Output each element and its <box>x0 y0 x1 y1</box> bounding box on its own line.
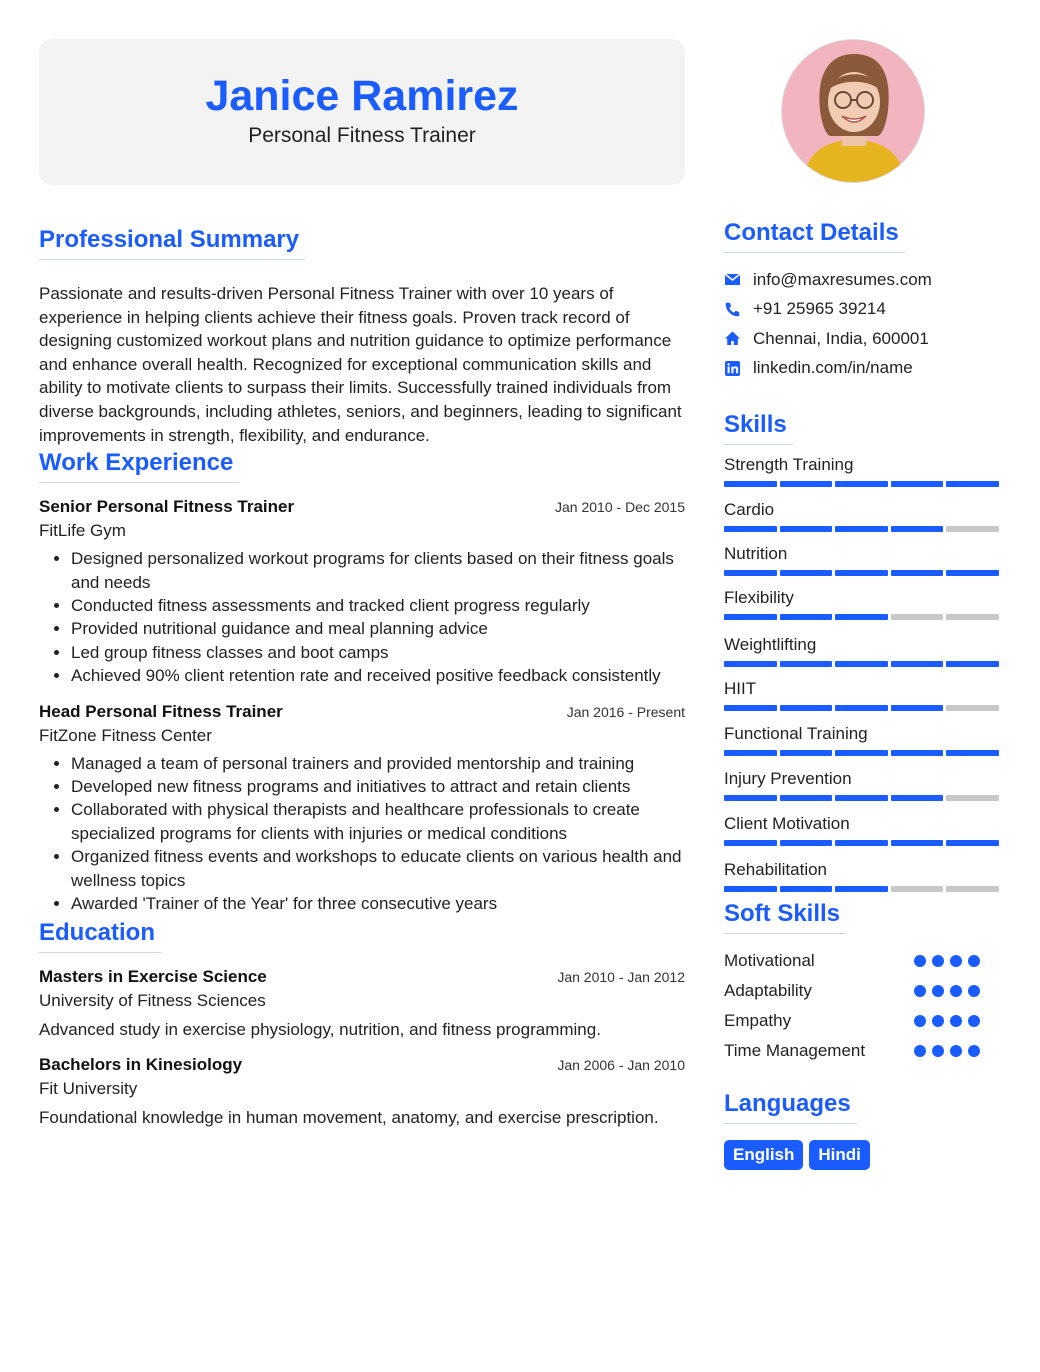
skill-level-bar <box>724 705 1002 711</box>
contact-item <box>724 295 1002 325</box>
soft-skill-dot <box>968 1045 980 1057</box>
soft-skill-dots <box>914 985 980 997</box>
skills-section <box>724 411 1002 892</box>
profile-photo <box>781 39 925 183</box>
skill-item <box>724 633 1002 667</box>
bullet-item: • Conducted fitness assessments and tracked client progress regularly <box>71 594 685 617</box>
sidebar-column <box>724 39 1002 1170</box>
skill-level-segment <box>835 886 888 892</box>
education-list <box>39 967 685 1130</box>
education-description: Advanced study in exercise physiology, nutrition, and fitness programming. <box>39 1020 601 1040</box>
skill-item <box>724 767 1002 801</box>
bullet-item: • Designed personalized workout programs for clients based on their fitness goals and needs <box>71 547 685 594</box>
skill-level-segment <box>835 570 888 576</box>
skill-level-segment <box>780 481 833 487</box>
job-bullets <box>39 547 685 687</box>
contact-item[interactable] <box>724 354 1002 384</box>
education-header <box>39 1055 685 1075</box>
education-header <box>39 967 685 987</box>
header <box>39 39 685 185</box>
job-company: FitLife Gym <box>39 521 126 541</box>
skill-level-segment <box>780 886 833 892</box>
bullet-item: • Developed new fitness programs and initiatives to attract and retain clients <box>71 775 685 798</box>
skill-item <box>724 722 1002 756</box>
skill-level-segment <box>724 840 777 846</box>
skill-level-segment <box>891 661 944 667</box>
skill-level-segment <box>780 705 833 711</box>
skills-heading: Skills <box>724 411 793 445</box>
soft-skill-item <box>724 946 1002 976</box>
soft-skill-item <box>724 976 1002 1006</box>
skill-level-segment <box>835 705 888 711</box>
education-description: Foundational knowledge in human movement, anatomy, and exercise prescription. <box>39 1108 659 1128</box>
skill-level-segment <box>946 840 999 846</box>
skill-level-segment <box>946 750 999 756</box>
skill-level-segment <box>891 481 944 487</box>
school-name: Fit University <box>39 1079 138 1099</box>
skill-level-segment <box>835 840 888 846</box>
job-entry <box>39 497 685 687</box>
skill-level-segment <box>891 526 944 532</box>
skill-level-segment <box>780 840 833 846</box>
home-icon <box>724 330 741 347</box>
job-entry <box>39 702 685 916</box>
soft-skill-dot <box>914 985 926 997</box>
contact-item <box>724 324 1002 354</box>
summary-section <box>39 226 685 447</box>
skill-name: Flexibility <box>724 588 794 607</box>
skill-name: HIIT <box>724 679 757 698</box>
soft-skill-dots <box>914 1045 980 1057</box>
skill-level-segment <box>724 526 777 532</box>
skill-level-segment <box>891 886 944 892</box>
job-date: Jan 2010 - Dec 2015 <box>555 499 685 516</box>
skill-name: Functional Training <box>724 724 868 743</box>
contact-section <box>724 219 1002 383</box>
skill-level-segment <box>724 750 777 756</box>
soft-skill-dot <box>932 985 944 997</box>
candidate-title: Personal Fitness Trainer <box>248 124 476 147</box>
job-bullets <box>39 752 685 916</box>
soft-skill-dot <box>914 1045 926 1057</box>
skill-name: Injury Prevention <box>724 769 852 788</box>
portrait-illustration <box>782 40 925 183</box>
skill-level-bar <box>724 750 1002 756</box>
skill-level-segment <box>946 705 999 711</box>
soft-skill-name: Motivational <box>724 951 815 970</box>
skill-level-bar <box>724 570 1002 576</box>
education-heading: Education <box>39 919 161 953</box>
skill-level-bar <box>724 840 1002 846</box>
experience-section <box>39 449 685 915</box>
summary-heading: Professional Summary <box>39 226 305 260</box>
skill-item <box>724 858 1002 892</box>
skill-name: Client Motivation <box>724 814 850 833</box>
soft-skill-name: Empathy <box>724 1011 792 1030</box>
skill-level-bar <box>724 614 1002 620</box>
education-section <box>39 919 685 1130</box>
bullet-item: • Organized fitness events and workshops to educate clients on various health and wellness topics <box>71 845 685 892</box>
degree-name: Bachelors in Kinesiology <box>39 1055 243 1075</box>
skill-level-segment <box>835 750 888 756</box>
soft-skill-dot <box>950 1015 962 1027</box>
soft-skill-name: Adaptability <box>724 981 812 1000</box>
envelope-icon <box>724 271 741 288</box>
skill-level-bar <box>724 481 1002 487</box>
skill-level-bar <box>724 526 1002 532</box>
skill-level-segment <box>946 795 999 801</box>
phone-icon <box>724 301 741 318</box>
job-header <box>39 702 685 722</box>
summary-text: Passionate and results-driven Personal Fitness Trainer with over 10 years of experience in helping clients achieve their fitness goals. Proven track record of designing customized workout plans and nutrition guidance to optimize performance and enhance overall health. Recognized for exceptional communication skills and ability to motivate clients to surpass their limits. Successfully trained individuals from diverse backgrounds, including athletes, seniors, and beginners, leading to significant improvements in strength, flexibility, and endurance. <box>39 284 682 445</box>
job-company: FitZone Fitness Center <box>39 725 212 745</box>
bullet-item: • Collaborated with physical therapists and healthcare professionals to create specialized programs for clients with injuries or medical conditions <box>71 798 685 845</box>
language-badge: English <box>724 1140 803 1170</box>
education-date: Jan 2010 - Jan 2012 <box>557 969 685 986</box>
skill-level-segment <box>946 886 999 892</box>
skill-name: Nutrition <box>724 544 788 563</box>
skill-level-segment <box>780 614 833 620</box>
soft-skill-dots <box>914 955 980 967</box>
skill-level-segment <box>946 570 999 576</box>
skills-list <box>724 453 1002 892</box>
bullet-item: • Managed a team of personal trainers and provided mentorship and training <box>71 752 685 775</box>
languages-section <box>724 1090 1002 1170</box>
soft-skills-section <box>724 900 1002 1066</box>
soft-skills-list <box>724 946 1002 1066</box>
skill-level-segment <box>891 750 944 756</box>
skill-level-bar <box>724 661 1002 667</box>
skill-level-segment <box>835 661 888 667</box>
skill-level-segment <box>724 795 777 801</box>
experience-heading: Work Experience <box>39 449 239 483</box>
skill-level-segment <box>780 795 833 801</box>
skill-name: Strength Training <box>724 455 854 474</box>
contact-text: info@maxresumes.com <box>753 269 932 289</box>
skill-level-segment <box>946 661 999 667</box>
soft-skill-dot <box>950 955 962 967</box>
contact-item[interactable] <box>724 265 1002 295</box>
soft-skill-dot <box>950 985 962 997</box>
skill-level-segment <box>835 614 888 620</box>
skill-level-segment <box>946 526 999 532</box>
skill-level-segment <box>780 570 833 576</box>
skill-level-segment <box>946 481 999 487</box>
skill-level-segment <box>946 614 999 620</box>
skill-name: Weightlifting <box>724 635 817 654</box>
skill-level-segment <box>835 795 888 801</box>
candidate-name: Janice Ramirez <box>205 72 519 120</box>
main-column <box>39 39 685 1130</box>
contact-text: +91 25965 39214 <box>753 299 886 319</box>
bullet-item: • Provided nutritional guidance and meal planning advice <box>71 617 685 640</box>
skill-level-segment <box>780 661 833 667</box>
contact-text: linkedin.com/in/name <box>753 358 913 378</box>
soft-skill-item <box>724 1006 1002 1036</box>
skill-level-bar <box>724 795 1002 801</box>
skill-level-bar <box>724 886 1002 892</box>
education-entry <box>39 1055 685 1130</box>
skill-level-segment <box>835 526 888 532</box>
skill-item <box>724 677 1002 711</box>
soft-skill-dot <box>932 1045 944 1057</box>
bullet-item: • Led group fitness classes and boot camps <box>71 641 685 664</box>
school-name: University of Fitness Sciences <box>39 991 266 1011</box>
soft-skill-name: Time Management <box>724 1041 866 1060</box>
bullet-item: • Awarded 'Trainer of the Year' for three consecutive years <box>71 892 685 915</box>
contact-list <box>724 265 1002 383</box>
skill-item <box>724 542 1002 576</box>
job-list <box>39 497 685 915</box>
job-date: Jan 2016 - Present <box>566 703 685 720</box>
soft-skills-heading: Soft Skills <box>724 900 846 934</box>
skill-item <box>724 586 1002 620</box>
skill-level-segment <box>780 750 833 756</box>
skill-level-segment <box>724 570 777 576</box>
education-entry <box>39 967 685 1042</box>
skill-level-segment <box>891 795 944 801</box>
contact-text: Chennai, India, 600001 <box>753 328 929 348</box>
skill-level-segment <box>780 526 833 532</box>
skill-level-segment <box>724 481 777 487</box>
soft-skill-dot <box>968 985 980 997</box>
soft-skill-dot <box>950 1045 962 1057</box>
skill-name: Rehabilitation <box>724 860 828 879</box>
soft-skill-dot <box>932 1015 944 1027</box>
soft-skill-dot <box>932 955 944 967</box>
skill-name: Cardio <box>724 500 775 519</box>
skill-level-segment <box>891 614 944 620</box>
job-header <box>39 497 685 517</box>
bullet-item: • Achieved 90% client retention rate and received positive feedback consistently <box>71 664 685 687</box>
skill-level-segment <box>891 570 944 576</box>
job-role: Senior Personal Fitness Trainer <box>39 497 295 517</box>
soft-skill-dot <box>968 955 980 967</box>
skill-level-segment <box>891 705 944 711</box>
skill-level-segment <box>891 840 944 846</box>
skill-level-segment <box>724 614 777 620</box>
skill-item <box>724 498 1002 532</box>
degree-name: Masters in Exercise Science <box>39 967 267 987</box>
contact-heading: Contact Details <box>724 219 905 253</box>
job-role: Head Personal Fitness Trainer <box>39 701 283 721</box>
language-badge: Hindi <box>809 1140 870 1170</box>
education-date: Jan 2006 - Jan 2010 <box>557 1057 685 1074</box>
skill-level-segment <box>724 661 777 667</box>
linkedin-icon <box>724 360 741 377</box>
skill-level-segment <box>724 705 777 711</box>
skill-level-segment <box>835 481 888 487</box>
soft-skill-dot <box>968 1015 980 1027</box>
skill-item <box>724 453 1002 487</box>
soft-skill-item <box>724 1036 1002 1066</box>
soft-skill-dots <box>914 1015 980 1027</box>
skill-level-segment <box>724 886 777 892</box>
soft-skill-dot <box>914 1015 926 1027</box>
soft-skill-dot <box>914 955 926 967</box>
language-list <box>724 1140 1002 1170</box>
skill-item <box>724 812 1002 846</box>
languages-heading: Languages <box>724 1090 857 1124</box>
